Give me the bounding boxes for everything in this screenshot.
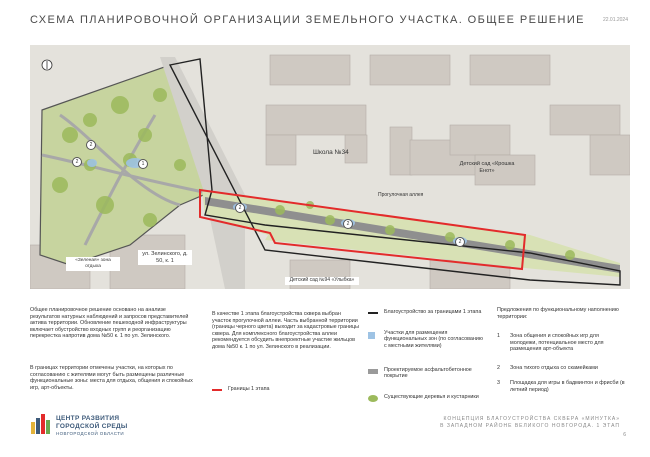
proposals-title: Предложения по функциональному наполнению территории: — [497, 307, 619, 320]
school-label: Школа №34 — [313, 149, 349, 156]
trees-label: Существующие деревья и кустарники — [384, 394, 479, 400]
zone-marker: 2 — [72, 157, 82, 167]
zone-marker: 2 — [235, 203, 245, 213]
zone-marker: 1 — [138, 159, 148, 169]
intro-paragraph: Общее планировочное решение основано на анализе результатов натурных наблюдений и запросов представителей актива территории. Обновление пешеходной инфраструктуры включает обустройство входных групп и реорганизацию перекрестка напротив дома №50 к. 1 по ул. Зелинского. — [30, 307, 189, 340]
proposal-text: Площадка для игры в бадминтон и фрисби (в летний период) — [510, 380, 625, 393]
black-border-label: Благоустройство за границами 1 этапа — [384, 309, 482, 315]
zones-label: Участки для размещения функциональных зон (по согласованию с местными жителями) — [384, 330, 483, 349]
kindergarten-label: Детский сад «Крошка Енот» — [459, 161, 515, 174]
zones-swatch — [368, 332, 375, 339]
concept-title: КОНЦЕПЦИЯ БЛАГОУСТРОЙСТВА СКВЕРА «МИНУТКА» В ЗАПАДНОМ РАЙОНЕ ВЕЛИКОГО НОВГОРОДА. 1 ЭТАП — [440, 416, 620, 429]
zone-marker: 2 — [86, 140, 96, 150]
path-label: Проектируемое асфальтобетонное покрытие — [384, 367, 472, 380]
page-title: СХЕМА ПЛАНИРОВОЧНОЙ ОРГАНИЗАЦИИ ЗЕМЕЛЬНОГО УЧАСТКА. ОБЩЕЕ РЕШЕНИЕ — [30, 14, 585, 26]
red-border-label: Границы 1 этапа — [228, 386, 270, 392]
zone-marker: 2 — [343, 219, 353, 229]
proposal-text: Зона общения и спокойных игр для молодежи, потенциальное место для размещения арт-объекта — [510, 333, 604, 353]
red-border-swatch — [212, 389, 222, 391]
proposal-number: 1 — [497, 333, 500, 339]
map-drawing — [30, 45, 630, 289]
kindergarten2-label: Детский сад №94 «Улыбка» — [285, 277, 359, 285]
org-name: ЦЕНТР РАЗВИТИЯ ГОРОДСКОЙ СРЕДЫ НОВГОРОДСКОЙ ОБЛАСТИ — [56, 415, 128, 436]
stage-paragraph: В качестве 1 этапа благоустройства сквера выбран участок прогулочной аллеи. Часть выбранной территории (границы черного цвета) выходит за кадастровые границы сквера. Для комплексного благоустройства аллеи рекомендуется обсудить внепроектные участие жильцов дома №50 к. 1 по ул. Зелинского в реализации. — [212, 311, 360, 350]
zones-paragraph: В границах территории отмечены участки, на которых по согласованию с жителями могут быть размещены различные функциональные зоны: места для отдыха, общения и спокойных игр, арт-объекты. — [30, 365, 193, 391]
green-zone-label: «Зеленая» зона отдыха — [66, 257, 120, 271]
proposal-number: 2 — [497, 365, 500, 371]
proposal-number: 3 — [497, 380, 500, 386]
org-logo — [30, 412, 52, 436]
street-label: ул. Зелинского, д. 50, к. 1 — [138, 250, 192, 265]
alley-label: Прогулочная аллея — [378, 192, 424, 198]
page-number: 6 — [623, 432, 626, 438]
black-border-swatch — [368, 312, 378, 314]
proposal-text: Зона тихого отдыха со скамейками — [510, 365, 598, 371]
site-plan-map — [30, 45, 630, 289]
trees-swatch — [368, 395, 378, 402]
zone-marker: 2 — [455, 237, 465, 247]
path-swatch — [368, 369, 378, 374]
date-label: 22.01.2024 — [602, 17, 628, 23]
